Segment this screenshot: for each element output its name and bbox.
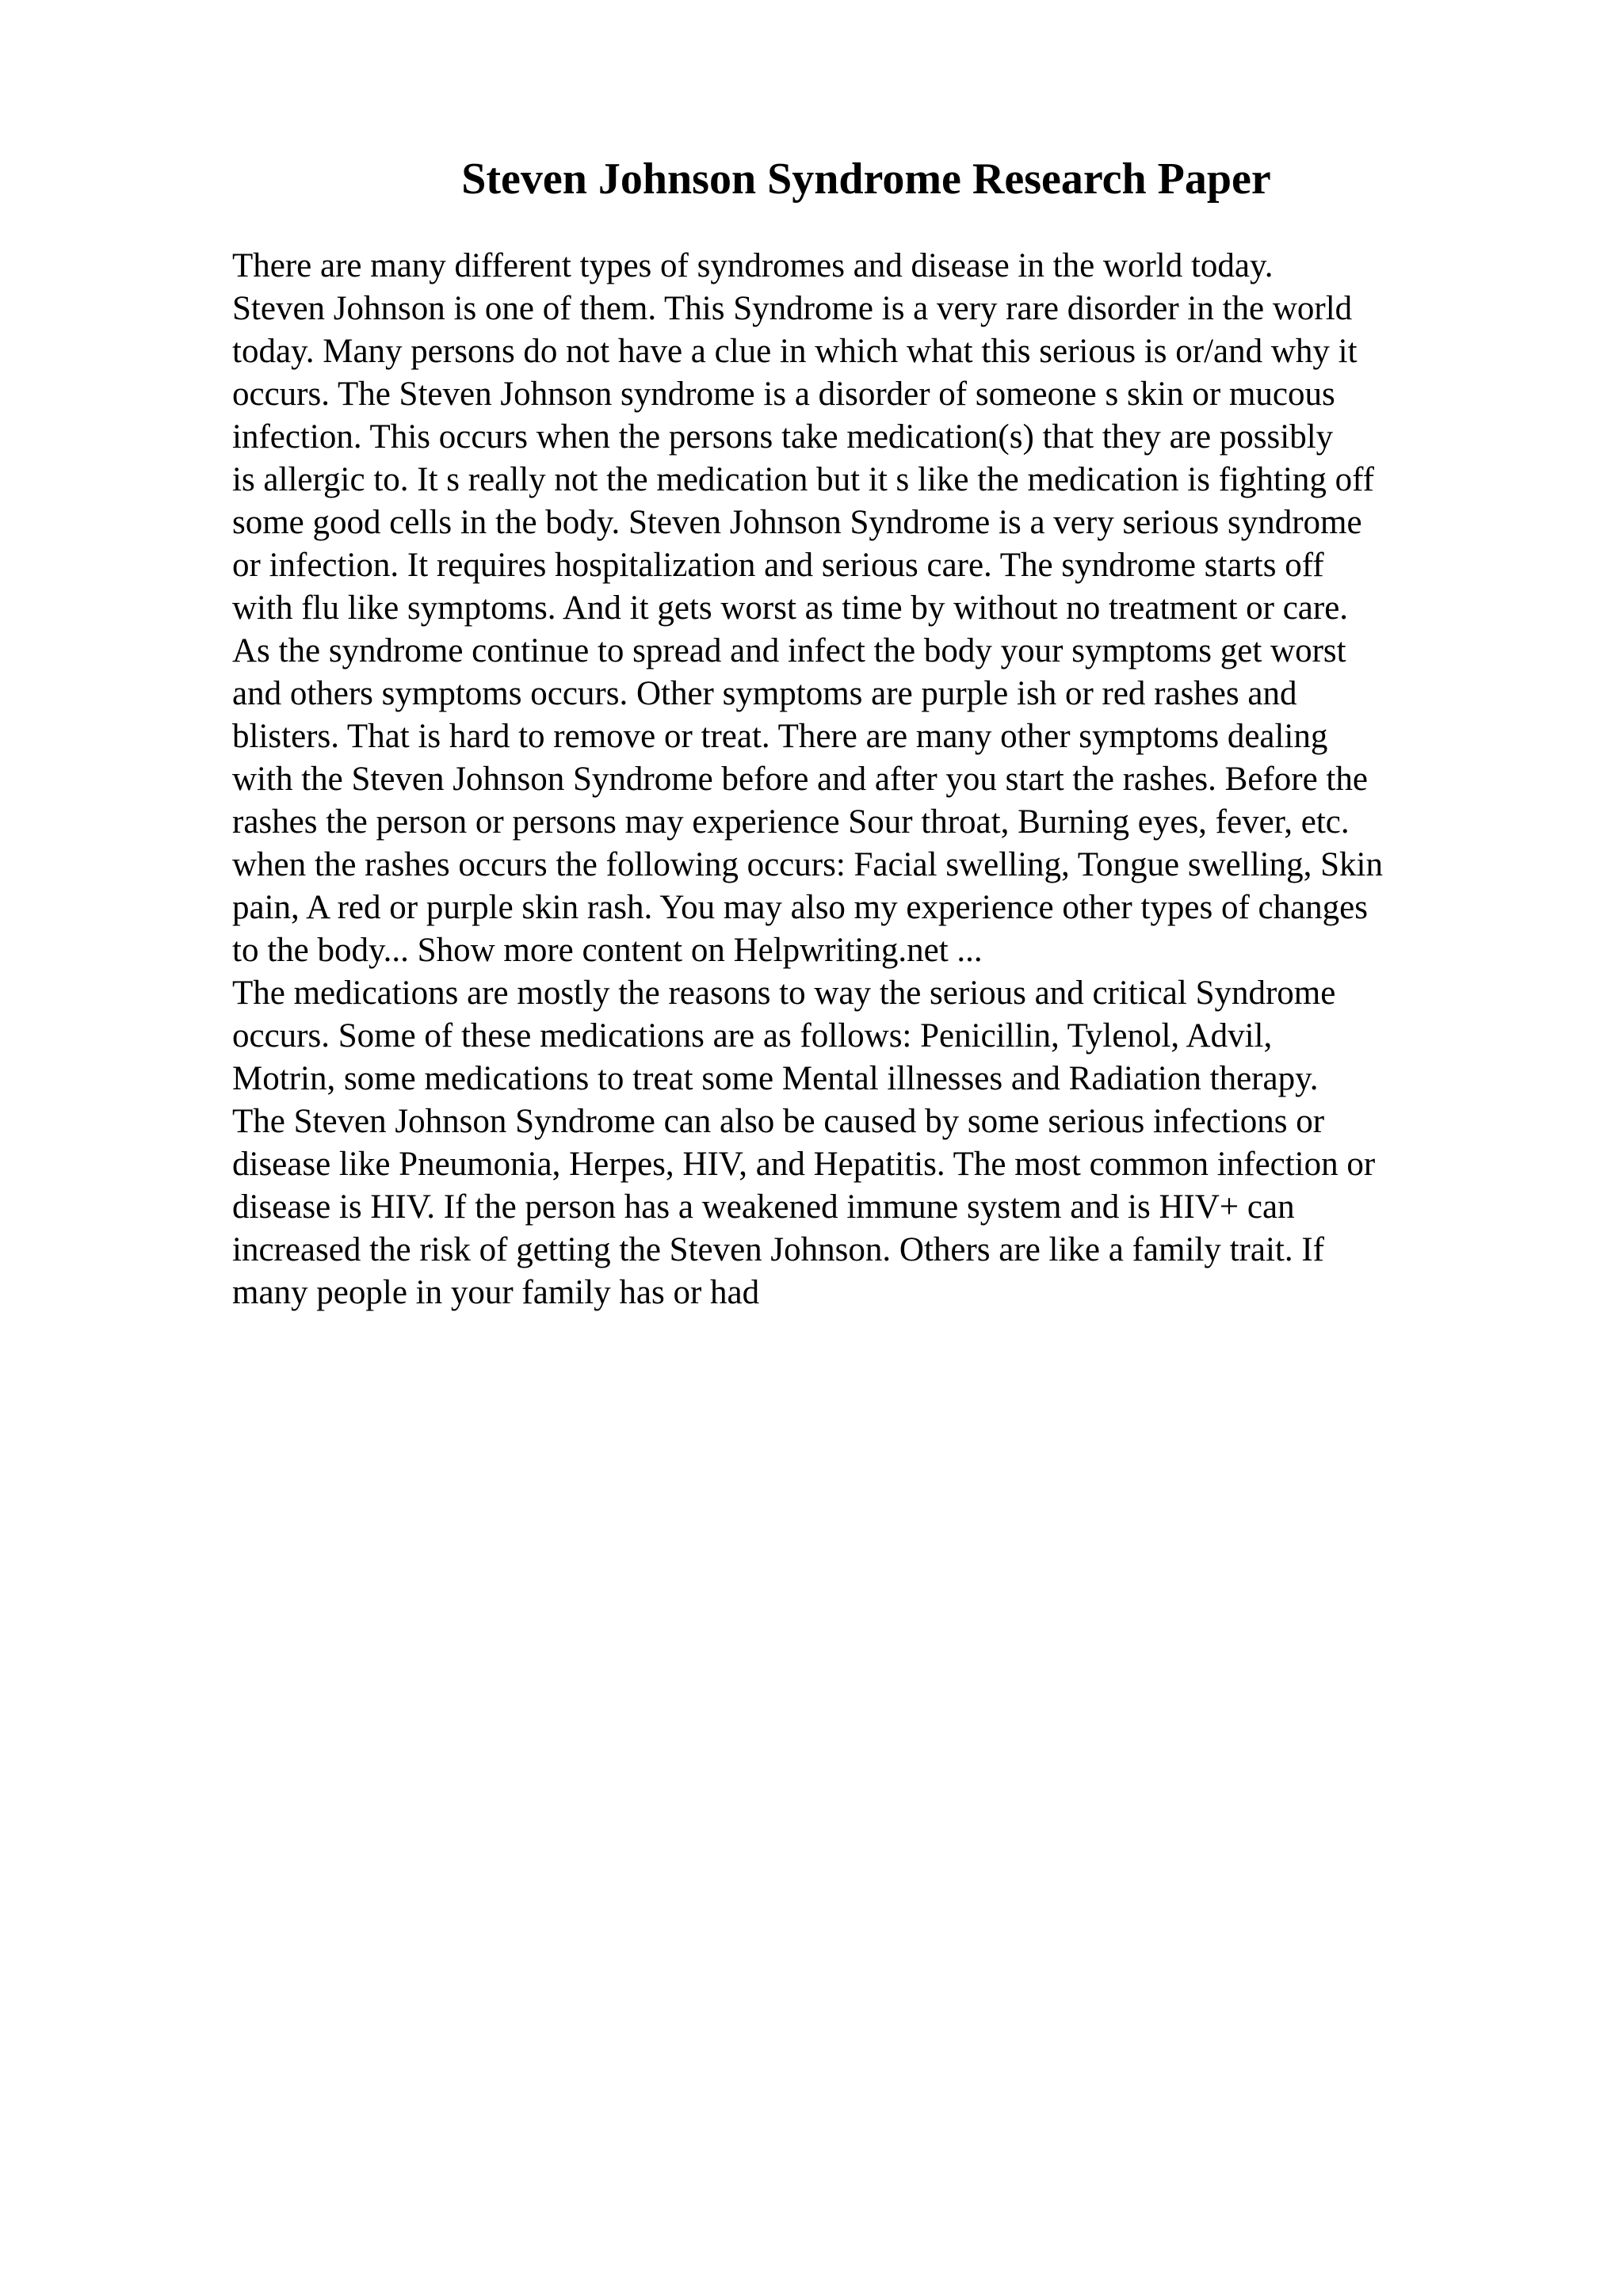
body-line: to the body... Show more content on Helpwriting.net ... (232, 932, 983, 969)
body-line: The medications are mostly the reasons to way the serious and critical Syndrome (232, 974, 1336, 1012)
body-line: disease like Pneumonia, Herpes, HIV, and Hepatitis. The most common infection or (232, 1146, 1376, 1183)
body-line: disease is HIV. If the person has a weakened immune system and is HIV+ can (232, 1188, 1295, 1226)
body-line: increased the risk of getting the Steven Johnson. Others are like a family trait. If (232, 1231, 1324, 1268)
body-line: many people in your family has or had (232, 1274, 760, 1311)
body-line: and others symptoms occurs. Other symptoms are purple ish or red rashes and (232, 675, 1297, 712)
body-line: is allergic to. It s really not the medication but it s like the medication is fighting off (232, 461, 1375, 498)
body-line: with the Steven Johnson Syndrome before and after you start the rashes. Before the (232, 761, 1368, 798)
body-line: Motrin, some medications to treat some Mental illnesses and Radiation therapy. (232, 1060, 1319, 1097)
body-line: The Steven Johnson Syndrome can also be caused by some serious infections or (232, 1103, 1325, 1140)
body-line: blisters. That is hard to remove or treat. There are many other symptoms dealing (232, 718, 1328, 755)
document-body (232, 245, 1516, 1314)
body-line: when the rashes occurs the following occurs: Facial swelling, Tongue swelling, Skin (232, 846, 1383, 883)
body-line: occurs. The Steven Johnson syndrome is a disorder of someone s skin or mucous (232, 376, 1335, 413)
body-line: today. Many persons do not have a clue in which what this serious is or/and why it (232, 333, 1358, 370)
body-line: There are many different types of syndromes and disease in the world today. (232, 247, 1274, 284)
body-line: some good cells in the body. Steven Johnson Syndrome is a very serious syndrome (232, 504, 1362, 541)
body-line: Steven Johnson is one of them. This Syndrome is a very rare disorder in the world (232, 290, 1353, 327)
body-line: rashes the person or persons may experience Sour throat, Burning eyes, fever, etc. (232, 803, 1350, 841)
body-line: As the syndrome continue to spread and infect the body your symptoms get worst (232, 632, 1346, 669)
body-line: infection. This occurs when the persons take medication(s) that they are possibly (232, 418, 1334, 456)
body-line: or infection. It requires hospitalization and serious care. The syndrome starts off (232, 547, 1324, 584)
document-title: Steven Johnson Syndrome Research Paper (461, 154, 1271, 204)
body-line: occurs. Some of these medications are as follows: Penicillin, Tylenol, Advil, (232, 1017, 1273, 1055)
body-line: pain, A red or purple skin rash. You may also my experience other types of changes (232, 889, 1369, 926)
body-line: with flu like symptoms. And it gets worst as time by without no treatment or care. (232, 589, 1349, 627)
